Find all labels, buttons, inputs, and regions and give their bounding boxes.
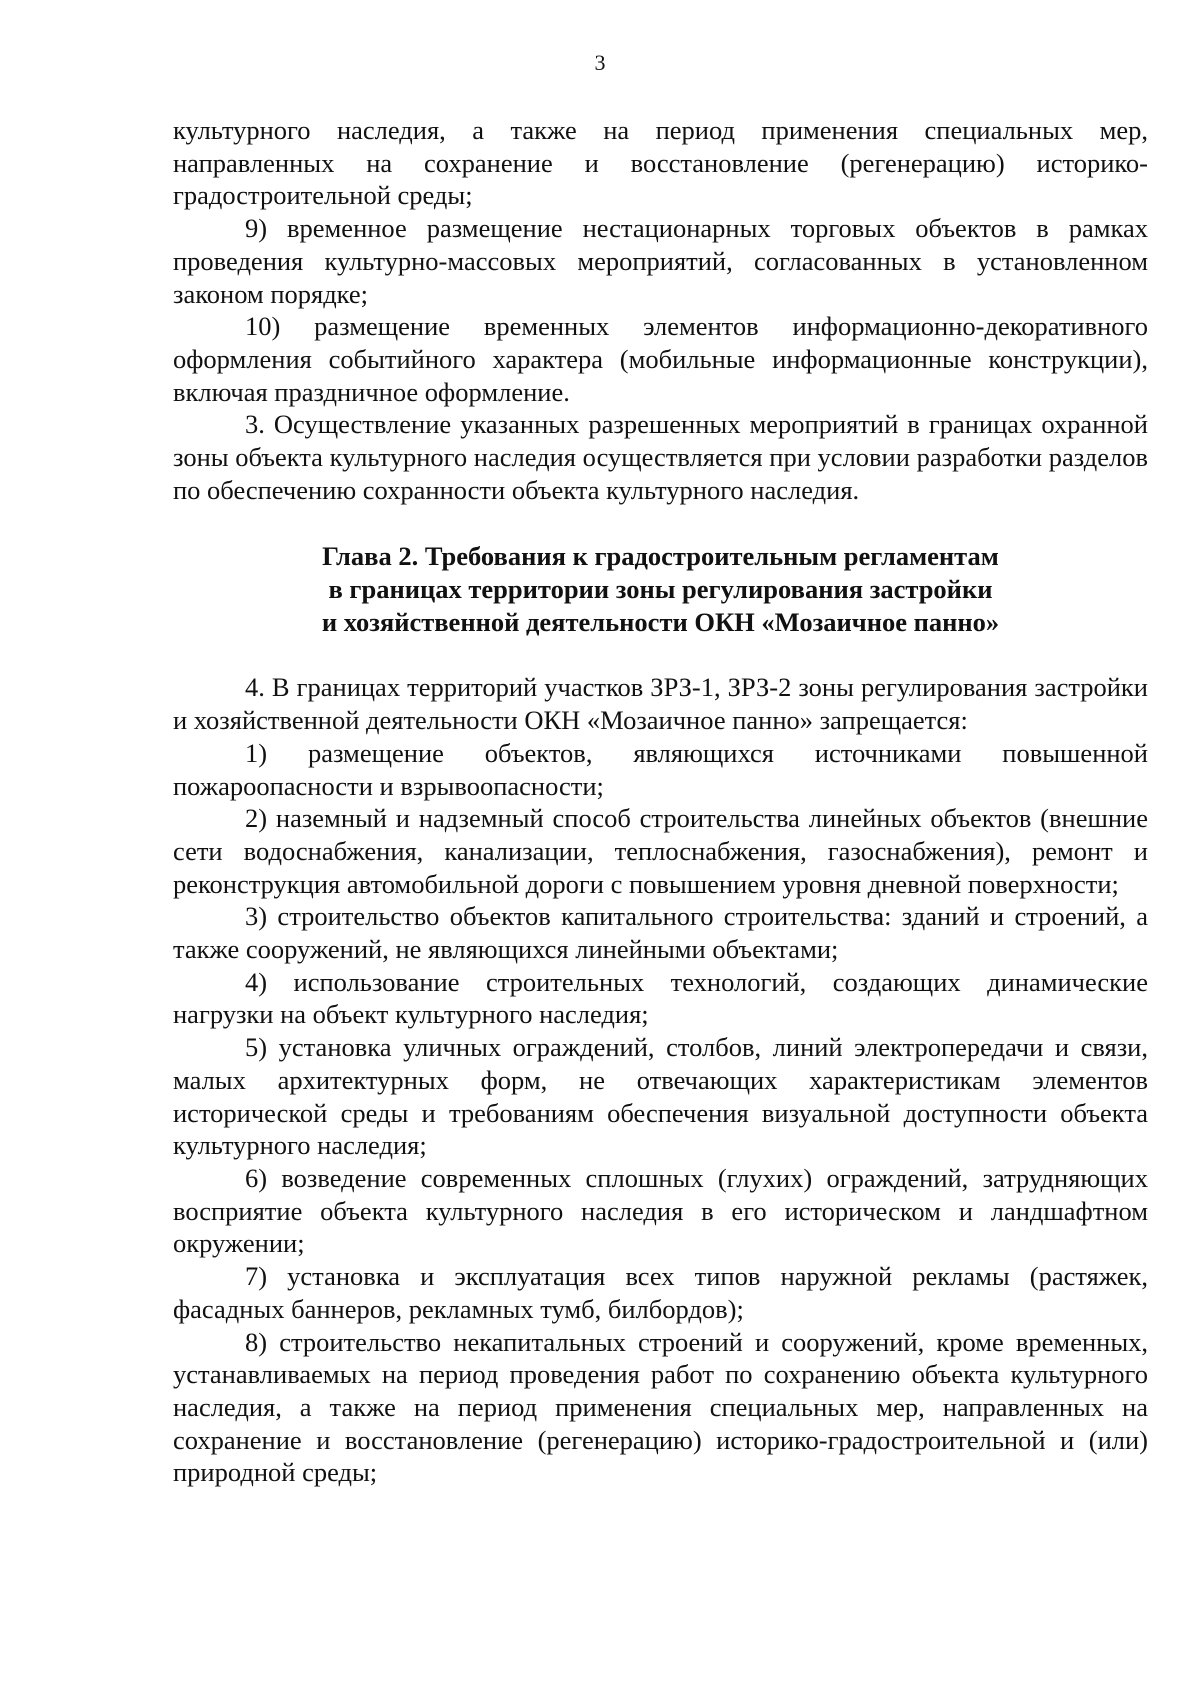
list-item-9: 9) временное размещение нестационарных торговых объектов в рамках проведения культурно-массовых мероприятий, согласованных в установленном законом порядке; <box>173 213 1148 309</box>
clause-3: 3. Осуществление указанных разрешенных мероприятий в границах охранной зоны объекта культурного наследия осуществляется при условии разработки разделов по обеспечению сохранности объекта культурного наследия. <box>173 409 1148 505</box>
list-item-2: 2) наземный и надземный способ строительства линейных объектов (внешние сети водоснабжения, канализации, теплоснабжения, газоснабжения), ремонт и реконструкция автомобильной дороги с повышением уровня дневной поверхности; <box>173 803 1148 899</box>
clause-4: 4. В границах территорий участков ЗРЗ-1, ЗРЗ-2 зоны регулирования застройки и хозяйственной деятельности ОКН «Мозаичное панно» запрещается: <box>173 672 1148 736</box>
list-item-1: 1) размещение объектов, являющихся источниками повышенной пожароопасности и взрывоопасности; <box>173 737 1148 801</box>
document-body <box>173 114 1148 1489</box>
chapter-heading <box>173 540 1148 639</box>
list-item-3: 3) строительство объектов капитального строительства: зданий и строений, а также сооружений, не являющихся линейными объектами; <box>173 901 1148 965</box>
page-number: 3 <box>594 50 606 75</box>
paragraph-continuation: культурного наследия, а также на период применения специальных мер, направленных на сохранение и восстановление (регенерацию) историко-градостроительной среды; <box>173 115 1148 211</box>
list-item-8: 8) строительство некапитальных строений и сооружений, кроме временных, устанавливаемых на период проведения работ по сохранению объекта культурного наследия, а также на период применения специальных мер, направленных на сохранение и восстановление (регенерацию) историко-градостроительной и (или) природной среды; <box>173 1326 1148 1488</box>
list-item-5: 5) установка уличных ограждений, столбов, линий электропередачи и связи, малых архитектурных форм, не отвечающих характеристикам элементов исторической среды и требованиям обеспечения визуальной доступности объекта культурного наследия; <box>173 1032 1148 1161</box>
chapter-heading-line-3: и хозяйственной деятельности ОКН «Мозаичное панно» <box>321 607 1000 638</box>
chapter-heading-line-1: Глава 2. Требования к градостроительным регламентам <box>322 541 999 572</box>
list-item-10: 10) размещение временных элементов информационно-декоративного оформления событийного характера (мобильные информационные конструкции), включая праздничное оформление. <box>173 311 1148 407</box>
list-item-7: 7) установка и эксплуатация всех типов наружной рекламы (растяжек, фасадных баннеров, рекламных тумб, билбордов); <box>173 1261 1148 1324</box>
chapter-heading-line-2: в границах территории зоны регулирования застройки <box>328 574 993 605</box>
list-item-6: 6) возведение современных сплошных (глухих) ограждений, затрудняющих восприятие объекта культурного наследия в его историческом и ландшафтном окружении; <box>173 1162 1148 1259</box>
list-item-4: 4) использование строительных технологий, создающих динамические нагрузки на объект культурного наследия; <box>173 966 1148 1030</box>
